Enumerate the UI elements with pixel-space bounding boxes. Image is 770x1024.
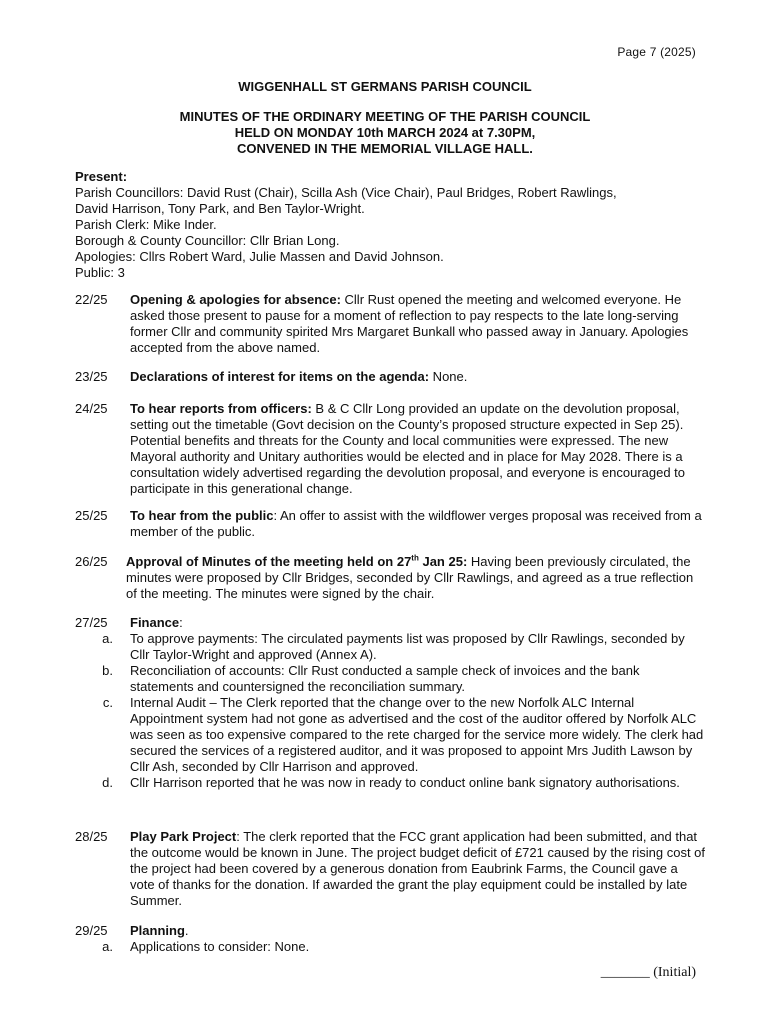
item-text: Cllr Rust opened the meeting and welcomed everyone. He asked those present to pause for a moment of reflection to pay respects to the late long-serving former Cllr and community spirited Mrs Margaret Bunkall who passed away in January. Apologies accepted from the above named. [130, 292, 689, 355]
sub-text: Reconciliation of accounts: Cllr Rust conducted a sample check of invoices and the bank statements and countersigned the reconciliation summary. [130, 663, 640, 694]
item-number: 25/25 [75, 508, 108, 523]
present-line: Borough & County Councillor: Cllr Brian Long. [75, 233, 340, 248]
item-text: : An offer to assist with the wildflower verges proposal was received from a member of the public. [130, 508, 702, 539]
present-line: David Harrison, Tony Park, and Ben Taylor-Wright. [75, 201, 365, 216]
item-body [130, 369, 705, 385]
item-heading: To hear from the public [130, 508, 274, 523]
item-heading: Declarations of interest for items on the agenda: [130, 369, 430, 384]
item-heading: Opening & apologies for absence: [130, 292, 341, 307]
item-heading: Play Park Project [130, 829, 237, 844]
item-number: 22/25 [75, 292, 108, 307]
sub-letter: a. [102, 939, 113, 954]
item-heading: To hear reports from officers: [130, 401, 312, 416]
sub-list [75, 939, 705, 955]
sub-item [75, 631, 705, 663]
item-heading: Finance [130, 615, 180, 630]
sub-text: Applications to consider: None. [130, 939, 310, 954]
subtitle-line: CONVENED IN THE MEMORIAL VILLAGE HALL. [237, 141, 533, 156]
item-number: 28/25 [75, 829, 108, 844]
item-number: 27/25 [75, 615, 108, 630]
document-title: WIGGENHALL ST GERMANS PARISH COUNCIL [238, 79, 532, 94]
sub-letter: c. [102, 695, 113, 710]
subtitle-line: HELD ON MONDAY 10th MARCH 2024 at 7.30PM, [234, 125, 536, 140]
present-section [75, 169, 715, 281]
present-line: Apologies: Cllrs Robert Ward, Julie Massen and David Johnson. [75, 249, 444, 264]
item-text: : The clerk reported that the FCC grant application had been submitted, and that the outcome would be known in June. The project budget deficit of £721 caused by the rising cost of the project had been covered by a generous donation from Eaubrink Farms, the Council gave a vote of thanks for the donation. If awarded the grant the play equipment could be installed by late Summer. [130, 829, 706, 908]
initial-line: _______ (Initial) [600, 965, 696, 980]
present-line: Parish Councillors: David Rust (Chair), Scilla Ash (Vice Chair), Paul Bridges, Robert Rawlings, [75, 185, 617, 200]
sub-text: To approve payments: The circulated payments list was proposed by Cllr Rawlings, seconded by Cllr Taylor-Wright and approved (Annex A). [130, 631, 685, 662]
item-number: 29/25 [75, 923, 108, 938]
sub-item [75, 775, 705, 791]
item-text: : [179, 615, 183, 630]
page-number: Page 7 (2025) [617, 45, 696, 59]
item-body [130, 508, 705, 540]
item-body [130, 401, 705, 497]
item-body [130, 923, 705, 939]
item-text: None. [429, 369, 468, 384]
sub-letter: a. [102, 631, 113, 646]
item-text: B & C Cllr Long provided an update on the devolution proposal, setting out the timetable (Govt decision on the County’s proposed structure expected in Sep 25). Potential benefits and threats for the County and local communities were expressed. The new Mayoral authority and Unitary authorities would be elected and in place for May 2028. There is a consultation widely advertised regarding the devolution proposal, and everyone is encouraged to participate in this generational change. [130, 401, 686, 496]
sub-text: Cllr Harrison reported that he was now in ready to conduct online bank signatory authorisations. [130, 775, 680, 790]
item-number: 26/25 [75, 554, 108, 569]
item-text: Having been previously circulated, the minutes were proposed by Cllr Bridges, seconded by Cllr Rawlings, and agreed as a true reflection of the meeting. The minutes were signed by the chair. [126, 554, 694, 601]
sub-letter: d. [102, 775, 113, 790]
item-body [126, 554, 706, 602]
sub-item [75, 939, 705, 955]
item-heading: Planning [130, 923, 185, 938]
sub-letter: b. [102, 663, 113, 678]
item-text: . [184, 923, 189, 938]
sub-item [75, 663, 705, 695]
item-body [130, 615, 705, 631]
sub-item [75, 695, 705, 775]
item-body [130, 829, 705, 909]
subtitle-line: MINUTES OF THE ORDINARY MEETING OF THE PARISH COUNCIL [179, 109, 591, 124]
present-line: Parish Clerk: Mike Inder. [75, 217, 217, 232]
sub-list [75, 631, 705, 791]
meeting-subtitle [0, 109, 770, 157]
present-heading: Present: [75, 169, 128, 184]
item-number: 23/25 [75, 369, 108, 384]
item-body [130, 292, 705, 356]
item-heading: Approval of Minutes of the meeting held on 27th Jan 25: [126, 553, 468, 569]
item-number: 24/25 [75, 401, 108, 416]
present-line: Public: 3 [75, 265, 125, 280]
sub-text: Internal Audit – The Clerk reported that the change over to the new Norfolk ALC Internal Appointment system had not gone as advertised and the cost of the auditor offered by Norfolk ALC was seen as too expensive compared to the rete charged for the service more widely. The clerk had secured the services of a registered auditor, and it was proposed to appoint Mrs Judith Lawson by Cllr Ash, seconded by Cllr Harrison and approved. [130, 695, 704, 774]
